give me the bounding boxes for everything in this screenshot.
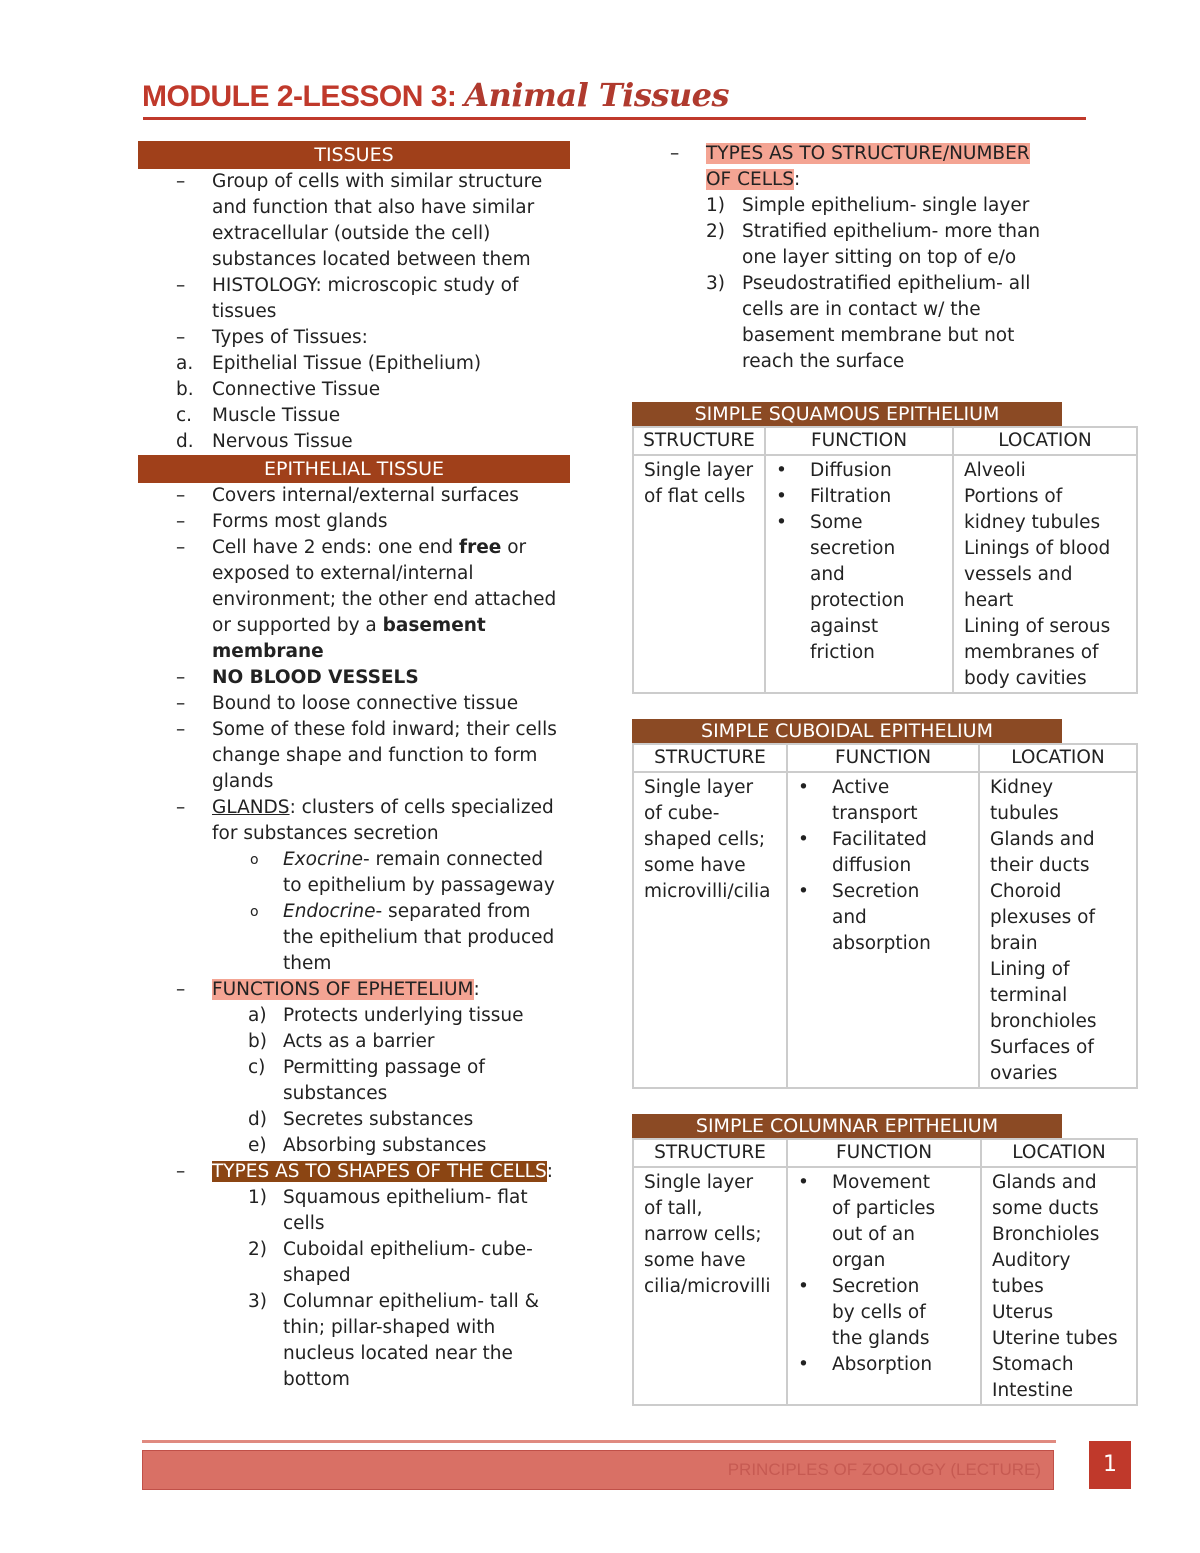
col-structure: STRUCTURE — [633, 427, 765, 455]
list-item: for substances secretion — [212, 823, 439, 844]
col-function: FUNCTION — [787, 744, 979, 772]
cell-line: Portions of — [964, 486, 1063, 507]
bullet-line: organ — [832, 1250, 886, 1271]
list-marker: 3) — [248, 1291, 267, 1312]
squamous-table — [632, 426, 1138, 694]
list-item: to epithelium by passageway — [283, 875, 555, 896]
list-marker: 3) — [706, 273, 725, 294]
cell-line: some have — [644, 1250, 746, 1271]
functions-heading: – FUNCTIONS OF EPHETELIUM: — [176, 979, 480, 1000]
squamous-title: SIMPLE SQUAMOUS EPITHELIUM — [632, 402, 1062, 426]
cell-line: kidney tubules — [964, 512, 1101, 533]
function-cell — [787, 772, 979, 1088]
col-function: FUNCTION — [787, 1139, 981, 1167]
cell-line: Lining of — [990, 959, 1070, 980]
page-number: 1 — [1089, 1441, 1131, 1489]
cell-line: some have — [644, 855, 746, 876]
list-item: – Forms most glands — [176, 511, 388, 532]
list-item: substances — [283, 1083, 388, 1104]
col-location: LOCATION — [953, 427, 1137, 455]
bullet-icon: • — [798, 1276, 809, 1297]
list-marker: e) — [248, 1135, 267, 1156]
list-item: and function that also have similar — [212, 197, 535, 218]
list-item: – Group of cells with similar structure — [138, 169, 570, 195]
location-cell — [953, 455, 1137, 693]
cell-line: Uterine tubes — [992, 1328, 1118, 1349]
cell-line: heart — [964, 590, 1014, 611]
list-marker: a. — [176, 353, 194, 374]
bullet-icon: • — [776, 512, 787, 533]
bullet-line: and — [810, 564, 845, 585]
list-item: cells — [283, 1213, 325, 1234]
list-item: b) Acts as a barrier — [138, 1029, 570, 1055]
cell-line: vessels and — [964, 564, 1073, 585]
bullet-line: out of an — [832, 1224, 915, 1245]
list-marker: c. — [176, 405, 193, 426]
cell-line: of flat cells — [644, 486, 746, 507]
function-cell — [765, 455, 953, 693]
bullet-line: • Active — [832, 775, 970, 801]
list-item: e) Absorbing substances — [138, 1133, 570, 1159]
dash-marker: – — [176, 327, 186, 348]
list-marker: b) — [248, 1031, 267, 1052]
cell-line: some ducts — [992, 1198, 1099, 1219]
list-item: c) Permitting passage of — [138, 1055, 570, 1081]
list-item: basement membrane but not — [742, 325, 1015, 346]
cuboidal-table-block — [632, 719, 1138, 1089]
bullet-line: protection — [810, 590, 905, 611]
squamous-table-block — [632, 402, 1138, 694]
list-item: – Types of Tissues: — [138, 325, 570, 351]
epithelial-header: EPITHELIAL TISSUE — [138, 455, 570, 483]
bullet-line: • Absorption — [832, 1352, 972, 1378]
list-item: the epithelium that produced — [283, 927, 555, 948]
list-item: exposed to external/internal — [212, 563, 474, 584]
list-marker: d) — [248, 1109, 267, 1130]
cell-line: microvilli/cilia — [644, 881, 771, 902]
cell-line: Choroid — [990, 881, 1062, 902]
columnar-table — [632, 1138, 1138, 1406]
list-item: b. Connective Tissue — [138, 377, 570, 403]
list-item: membrane — [212, 641, 324, 662]
cell-line: Glands and — [992, 1172, 1097, 1193]
structure-cell — [633, 772, 787, 1088]
list-item: a. Epithelial Tissue (Epithelium) — [138, 351, 570, 377]
list-item: d) Secretes substances — [138, 1107, 570, 1133]
cell-line: shaped cells; — [644, 829, 766, 850]
col-structure: STRUCTURE — [633, 1139, 787, 1167]
tissues-list — [138, 169, 570, 351]
cell-line: Lining of serous — [964, 616, 1111, 637]
list-item: or supported by a basement — [212, 615, 486, 636]
bullet-line: by cells of — [832, 1302, 926, 1323]
bullet-line: transport — [832, 803, 918, 824]
list-marker: d. — [176, 431, 194, 452]
list-item: nucleus located near the — [283, 1343, 513, 1364]
bullet-icon: • — [798, 777, 809, 798]
bullet-line: of particles — [832, 1198, 936, 1219]
bullet-line: against — [810, 616, 879, 637]
dash-marker: – — [176, 275, 186, 296]
cell-line: Glands and — [990, 829, 1095, 850]
list-item: 2) Cuboidal epithelium- cube- — [138, 1237, 570, 1263]
list-item: – Bound to loose connective tissue — [176, 693, 519, 714]
bullet-icon: • — [776, 460, 787, 481]
list-item: – Covers internal/external surfaces — [176, 485, 519, 506]
list-item: a) Protects underlying tissue — [138, 1003, 570, 1029]
cell-line: membranes of — [964, 642, 1099, 663]
list-item: thin; pillar-shaped with — [283, 1317, 496, 1338]
cell-line: Surfaces of — [990, 1037, 1094, 1058]
cell-line: tubes — [992, 1276, 1044, 1297]
location-cell — [981, 1167, 1137, 1405]
list-marker: b. — [176, 379, 194, 400]
list-item: 1) Squamous epithelium- flat — [138, 1185, 570, 1211]
list-item: one layer sitting on top of e/o — [742, 247, 1017, 268]
bullet-line: • Diffusion — [810, 458, 944, 484]
list-item: extracellular (outside the cell) — [212, 223, 491, 244]
cell-line: Stomach — [992, 1354, 1074, 1375]
col-structure: STRUCTURE — [633, 744, 787, 772]
list-item: environment; the other end attached — [212, 589, 557, 610]
tissue-types-list — [138, 351, 570, 455]
list-item: – GLANDS: clusters of cells specialized — [176, 797, 554, 818]
bullet-icon: • — [798, 1172, 809, 1193]
list-marker: 1) — [248, 1187, 267, 1208]
bullet-icon: • — [798, 1354, 809, 1375]
list-item: change shape and function to form — [212, 745, 538, 766]
cell-line: narrow cells; — [644, 1224, 762, 1245]
cuboidal-table — [632, 743, 1138, 1089]
cell-line: Uterus — [992, 1302, 1054, 1323]
cell-line: Bronchioles — [992, 1224, 1100, 1245]
list-item: 3) Columnar epithelium- tall & — [138, 1289, 570, 1315]
list-item: – NO BLOOD VESSELS — [176, 667, 419, 688]
cell-line: ovaries — [990, 1063, 1058, 1084]
cuboidal-title: SIMPLE CUBOIDAL EPITHELIUM — [632, 719, 1062, 743]
cell-line: Alveoli — [964, 460, 1026, 481]
col-location: LOCATION — [981, 1139, 1137, 1167]
cell-line: of tall, — [644, 1198, 703, 1219]
cell-line: of cube- — [644, 803, 720, 824]
list-marker: a) — [248, 1005, 267, 1026]
functions-list — [138, 1003, 570, 1159]
bullet-line: friction — [810, 642, 875, 663]
list-item: glands — [212, 771, 274, 792]
cell-line: Auditory — [992, 1250, 1071, 1271]
bullet-line: absorption — [832, 933, 931, 954]
list-item: o Exocrine- remain connected — [250, 849, 544, 870]
list-marker: 2) — [706, 221, 725, 242]
bullet-icon: • — [798, 829, 809, 850]
structure-cell — [633, 455, 765, 693]
cell-line: plexuses of — [990, 907, 1095, 928]
bullet-line: • Filtration — [810, 484, 944, 510]
structure-cell — [633, 1167, 787, 1405]
list-item: 1) Simple epithelium- single layer — [632, 193, 1062, 219]
location-cell — [979, 772, 1137, 1088]
cell-line: Single layer — [644, 1172, 754, 1193]
bullet-line: the glands — [832, 1328, 930, 1349]
bullet-line: • Secretion — [832, 1274, 972, 1300]
cell-line: Linings of blood — [964, 538, 1111, 559]
list-marker: 2) — [248, 1239, 267, 1260]
cell-line: Kidney — [990, 777, 1054, 798]
bullet-line: • Movement — [832, 1170, 972, 1196]
list-marker: 1) — [706, 195, 725, 216]
list-marker: c) — [248, 1057, 266, 1078]
cell-line: brain — [990, 933, 1038, 954]
list-item: c. Muscle Tissue — [138, 403, 570, 429]
bullet-line: • Facilitated — [832, 827, 970, 853]
list-item: tissues — [212, 301, 277, 322]
subject-label: Animal Tissues — [464, 76, 729, 114]
col-function: FUNCTION — [765, 427, 953, 455]
list-item: 2) Stratified epithelium- more than — [632, 219, 1062, 245]
shapes-heading: – TYPES AS TO SHAPES OF THE CELLS: — [176, 1161, 553, 1182]
shapes-list — [138, 1185, 570, 1393]
bullet-line: and — [832, 907, 867, 928]
bullet-line: • Some — [810, 510, 944, 536]
list-item: – Some of these fold inward; their cells — [176, 719, 557, 740]
list-item: d. Nervous Tissue — [138, 429, 570, 455]
cell-line: cilia/microvilli — [644, 1276, 771, 1297]
list-item: cells are in contact w/ the — [742, 299, 981, 320]
structure-types-block — [632, 141, 1062, 375]
structure-heading-cont: OF CELLS: — [706, 169, 801, 190]
cell-line: body cavities — [964, 668, 1087, 689]
structure-heading: – TYPES AS TO STRUCTURE/NUMBER — [670, 143, 1030, 164]
module-label: MODULE 2-LESSON 3: — [142, 80, 457, 113]
bullet-icon: • — [798, 881, 809, 902]
list-item: – Cell have 2 ends: one end free or — [176, 537, 527, 558]
list-item: reach the surface — [742, 351, 905, 372]
structure-types-list — [632, 193, 1062, 375]
cell-line: terminal — [990, 985, 1068, 1006]
list-item: 3) Pseudostratified epithelium- all — [632, 271, 1062, 297]
footer-rule — [142, 1440, 1056, 1443]
cell-line: tubules — [990, 803, 1059, 824]
cell-line: Single layer — [644, 777, 754, 798]
list-item: them — [283, 953, 332, 974]
columnar-title: SIMPLE COLUMNAR EPITHELIUM — [632, 1114, 1062, 1138]
cell-line: their ducts — [990, 855, 1090, 876]
cell-line: Single layer — [644, 460, 754, 481]
dash-marker: – — [176, 171, 186, 192]
cell-line: bronchioles — [990, 1011, 1097, 1032]
list-item: – HISTOLOGY: microscopic study of — [138, 273, 570, 299]
left-column — [138, 141, 570, 1393]
course-name: PRINCIPLES OF ZOOLOGY (LECTURE) — [727, 1460, 1041, 1479]
title-rule — [143, 117, 1086, 120]
page-title — [142, 76, 729, 114]
columnar-table-block — [632, 1114, 1138, 1406]
bullet-line: • Secretion — [832, 879, 970, 905]
bullet-line: diffusion — [832, 855, 912, 876]
tissues-header: TISSUES — [138, 141, 570, 169]
list-item: substances located between them — [212, 249, 531, 270]
function-cell — [787, 1167, 981, 1405]
col-location: LOCATION — [979, 744, 1137, 772]
list-item: o Endocrine- separated from — [250, 901, 531, 922]
list-item: shaped — [283, 1265, 351, 1286]
bullet-icon: • — [776, 486, 787, 507]
list-item: bottom — [283, 1369, 350, 1390]
bullet-line: secretion — [810, 538, 896, 559]
footer-bar — [142, 1450, 1054, 1490]
cell-line: Intestine — [992, 1380, 1073, 1401]
